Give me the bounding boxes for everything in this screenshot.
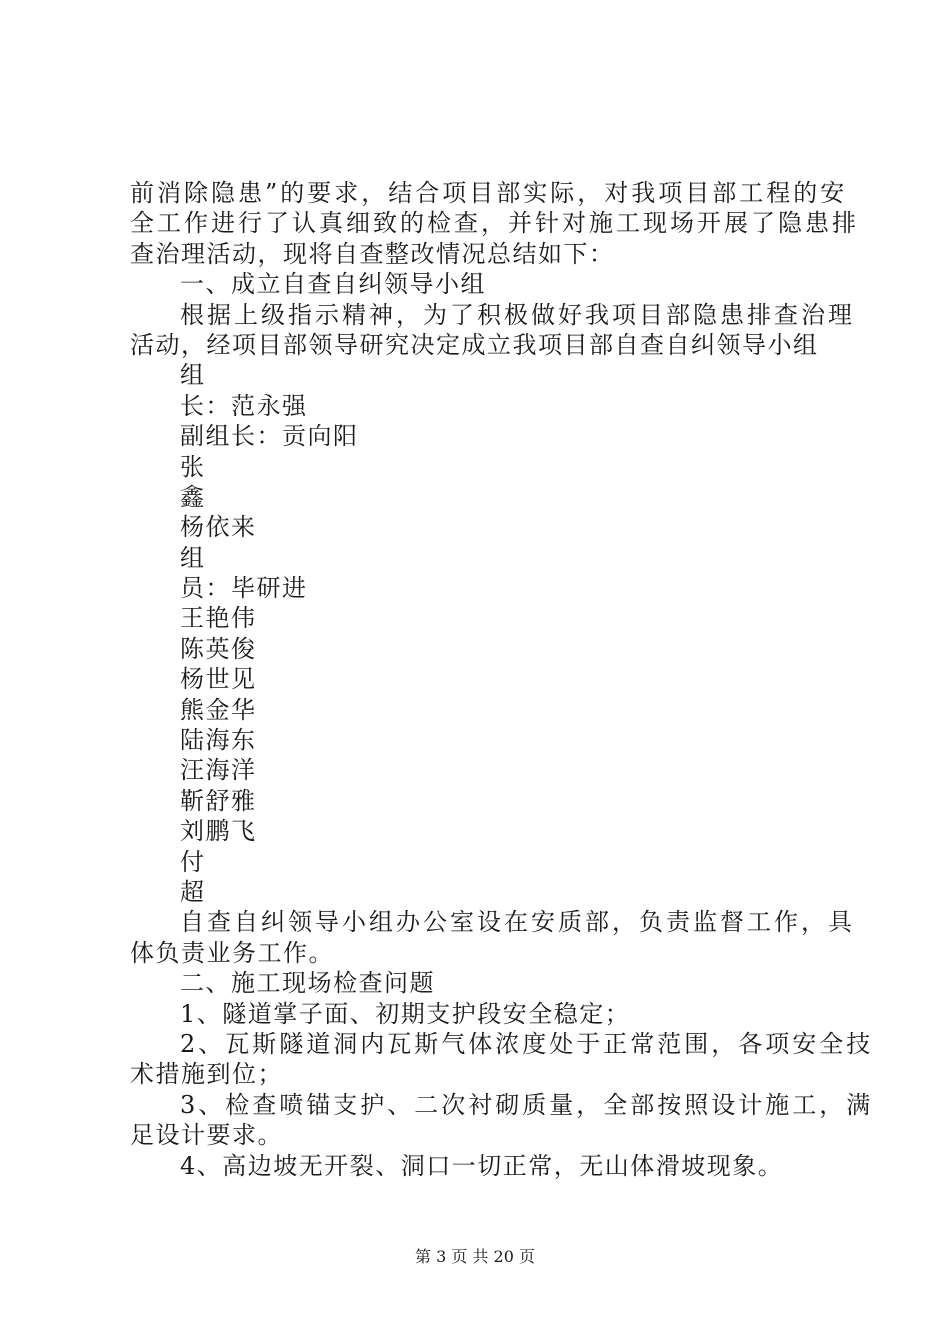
- list-item: 3、检查喷锚支护、二次衬砌质量，全部按照设计施工，满: [180, 1090, 874, 1119]
- member-line: 杨依来: [180, 513, 257, 542]
- paragraph-line: 根据上级指示精神，为了积极做好我项目部隐患排查治理: [180, 300, 855, 329]
- member-line: 鑫: [180, 482, 206, 511]
- member-line: 王艳伟: [180, 604, 257, 633]
- member-line: 陈英俊: [180, 634, 257, 663]
- paragraph-line: 前消除隐患”的要求，结合项目部实际，对我项目部工程的安: [130, 179, 848, 207]
- paragraph-line: 体负责业务工作。: [130, 938, 334, 967]
- member-line: 陆海东: [180, 726, 257, 755]
- document-body: [130, 178, 874, 1181]
- paragraph-line: 查治理活动，现将自查整改情况总结如下：: [130, 239, 615, 268]
- member-line: 张: [180, 452, 206, 481]
- member-line: 刘鹏飞: [180, 817, 257, 846]
- member-line: 员：毕研进: [180, 574, 308, 603]
- list-item: 2、瓦斯隧道洞内瓦斯气体浓度处于正常范围，各项安全技: [180, 1029, 874, 1058]
- list-item-continuation: 足设计要求。: [130, 1121, 283, 1150]
- member-line: 组: [180, 361, 206, 390]
- list-item: 4、高边坡无开裂、洞口一切正常，无山体滑坡现象。: [180, 1151, 784, 1180]
- member-line: 长：范永强: [180, 391, 308, 420]
- member-line: 副组长：贡向阳: [180, 422, 359, 451]
- member-line: 靳舒雅: [180, 786, 257, 815]
- member-line: 组: [180, 543, 206, 572]
- member-line: 付: [180, 847, 206, 876]
- member-line: 熊金华: [180, 695, 257, 724]
- list-item: 1、隧道掌子面、初期支护段安全稳定；: [180, 999, 631, 1028]
- member-line: 杨世见: [180, 665, 257, 694]
- page-footer: 第 3 页 共 20 页: [415, 1247, 535, 1266]
- paragraph-line: 自查自纠领导小组办公室设在安质部，负责监督工作，具: [180, 908, 855, 937]
- member-line: 超: [180, 877, 206, 906]
- member-line: 汪海洋: [180, 756, 257, 785]
- section-heading: 一、成立自查自纠领导小组: [180, 270, 486, 299]
- paragraph-line: 全工作进行了认真细致的检查，并针对施工现场开展了隐患排: [130, 209, 859, 238]
- list-item-continuation: 术措施到位；: [130, 1060, 283, 1089]
- paragraph-line: 活动，经项目部领导研究决定成立我项目部自查自纠领导小组: [130, 330, 819, 359]
- section-heading: 二、施工现场检查问题: [180, 969, 435, 998]
